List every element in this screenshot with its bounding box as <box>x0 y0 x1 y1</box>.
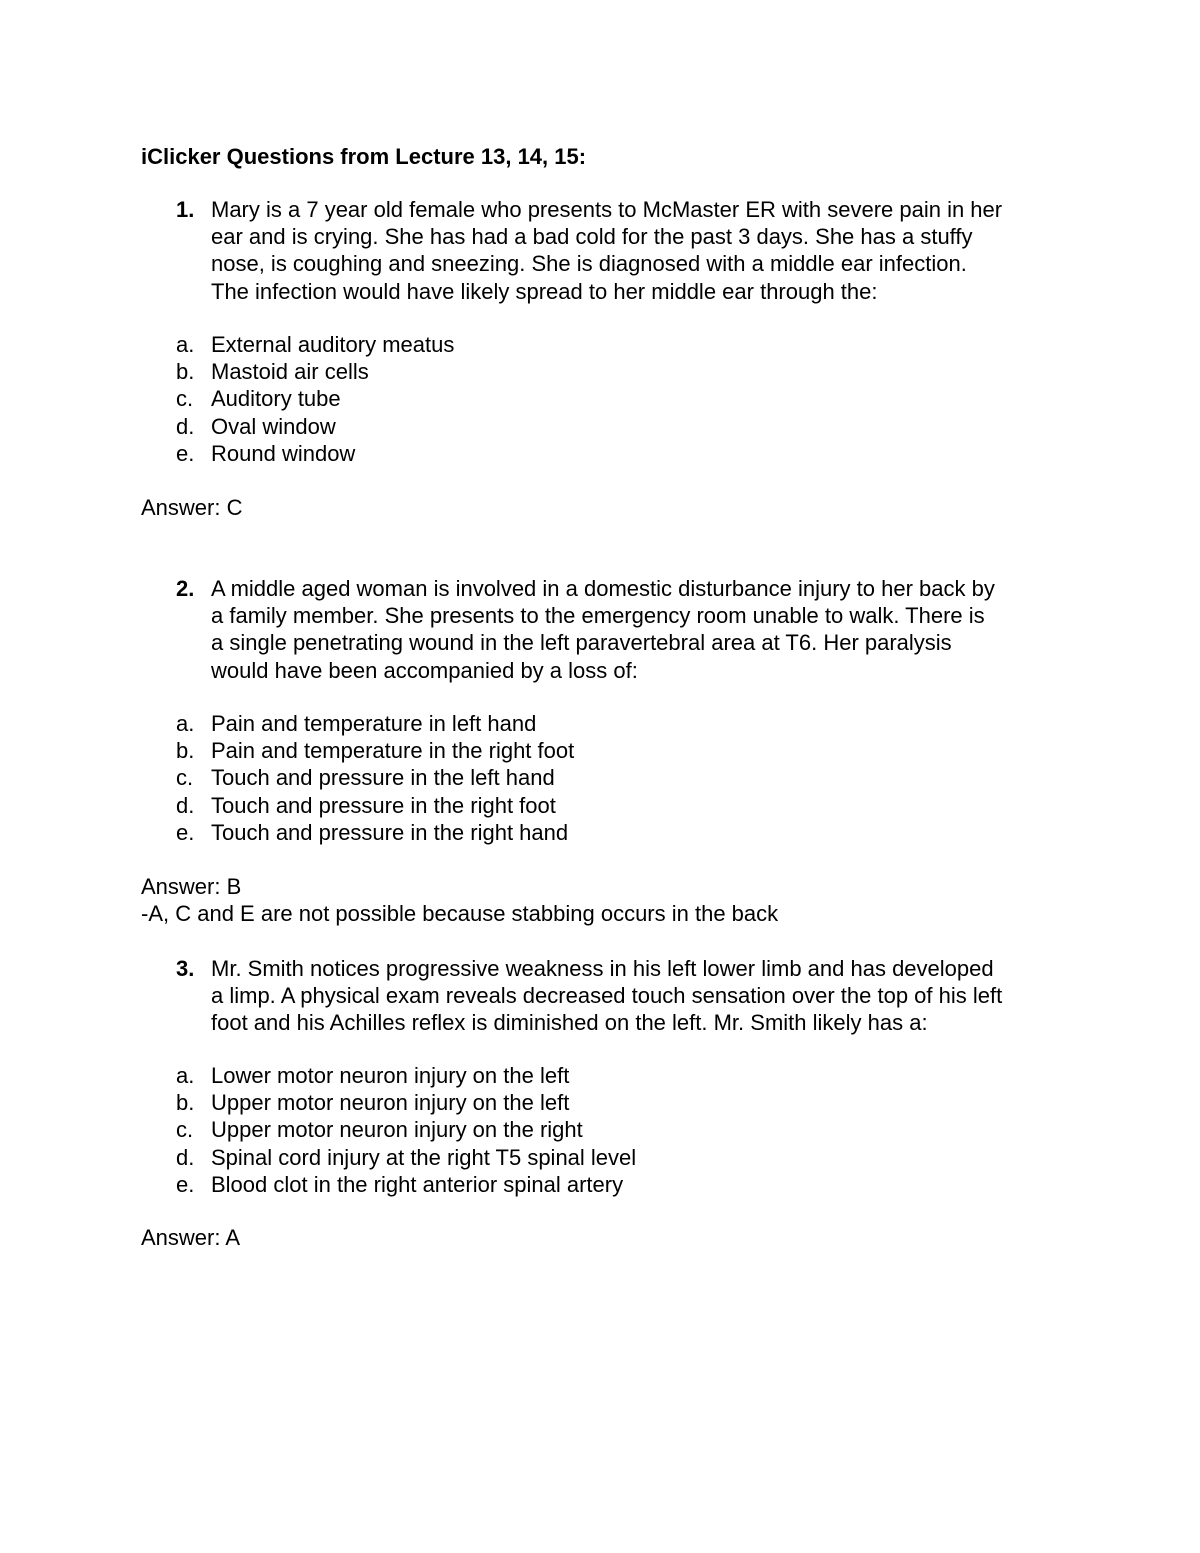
option-letter: d. <box>176 792 195 818</box>
option-item <box>176 737 1076 764</box>
option-letter: d. <box>176 1144 195 1170</box>
option-text: Auditory tube <box>211 386 341 412</box>
option-text: Oval window <box>211 413 336 439</box>
option-letter: b. <box>176 359 195 385</box>
option-letter: d. <box>176 413 195 439</box>
option-text: Mastoid air cells <box>211 359 369 385</box>
option-letter: c. <box>176 765 194 791</box>
option-letter: e. <box>176 1171 195 1197</box>
option-text: Touch and pressure in the left hand <box>211 765 555 791</box>
option-letter: a. <box>176 1063 195 1088</box>
option-letter: e. <box>176 819 195 845</box>
option-item <box>176 440 1076 467</box>
question-1-line: nose, is coughing and sneezing. She is diagnosed with a middle ear infection. <box>211 251 967 277</box>
question-3-answer: Answer: A <box>141 1225 241 1250</box>
option-item <box>176 413 1076 440</box>
option-item <box>176 385 1076 412</box>
option-text: Touch and pressure in the right foot <box>211 792 556 818</box>
option-text: External auditory meatus <box>211 332 455 357</box>
option-item <box>176 1144 1076 1171</box>
option-letter: e. <box>176 440 195 466</box>
document-title: iClicker Questions from Lecture 13, 14, 15: <box>141 144 587 169</box>
question-2-answer: Answer: B <box>141 874 242 899</box>
option-text: Upper motor neuron injury on the right <box>211 1117 583 1143</box>
option-item <box>176 764 1076 791</box>
question-2-line: would have been accompanied by a loss of: <box>211 657 638 683</box>
question-1-answer: Answer: C <box>141 495 243 520</box>
option-item <box>176 792 1076 819</box>
option-item <box>176 1089 1076 1116</box>
option-letter: b. <box>176 738 195 764</box>
question-3-options <box>176 1062 1076 1198</box>
option-item <box>176 1171 1076 1198</box>
option-text: Pain and temperature in the right foot <box>211 738 575 764</box>
question-2-options <box>176 710 1076 846</box>
question-2-line: A middle aged woman is involved in a domestic disturbance injury to her back by <box>211 576 995 601</box>
option-item <box>176 331 1076 358</box>
option-text: Blood clot in the right anterior spinal artery <box>211 1171 624 1197</box>
option-text: Spinal cord injury at the right T5 spinal level <box>211 1144 637 1170</box>
question-3-line: foot and his Achilles reflex is diminished on the left. Mr. Smith likely has a: <box>211 1010 928 1036</box>
question-2-text <box>211 575 1081 684</box>
option-letter: a. <box>176 332 195 357</box>
option-item <box>176 819 1076 846</box>
question-2-line: a single penetrating wound in the left paravertebral area at T6. Her paralysis <box>211 630 952 656</box>
question-2-line: a family member. She presents to the emergency room unable to walk. There is <box>211 603 985 629</box>
question-1-options <box>176 331 1076 467</box>
option-letter: c. <box>176 386 194 412</box>
option-item <box>176 1116 1076 1143</box>
question-1-line: ear and is crying. She has had a bad cold for the past 3 days. She has a stuffy <box>211 224 973 250</box>
question-3-text <box>211 955 1081 1037</box>
question-3-number: 3. <box>176 956 195 981</box>
question-3-line: Mr. Smith notices progressive weakness in his left lower limb and has developed <box>211 956 994 981</box>
question-2-explanation: -A, C and E are not possible because stabbing occurs in the back <box>141 901 779 926</box>
option-text: Lower motor neuron injury on the left <box>211 1063 570 1088</box>
question-1-number: 1. <box>176 197 195 222</box>
question-1-line: The infection would have likely spread to her middle ear through the: <box>211 278 878 304</box>
question-3-line: a limp. A physical exam reveals decreased touch sensation over the top of his left <box>211 983 1003 1009</box>
question-1-line: Mary is a 7 year old female who presents to McMaster ER with severe pain in her <box>211 197 1003 222</box>
option-text: Upper motor neuron injury on the left <box>211 1090 570 1116</box>
option-text: Pain and temperature in left hand <box>211 711 537 736</box>
option-item <box>176 358 1076 385</box>
option-item <box>176 710 1076 737</box>
option-text: Touch and pressure in the right hand <box>211 819 569 845</box>
option-text: Round window <box>211 440 356 466</box>
option-letter: b. <box>176 1090 195 1116</box>
option-letter: c. <box>176 1117 194 1143</box>
question-2-number: 2. <box>176 576 195 601</box>
option-letter: a. <box>176 711 195 736</box>
question-1-text <box>211 196 1081 305</box>
option-item <box>176 1062 1076 1089</box>
